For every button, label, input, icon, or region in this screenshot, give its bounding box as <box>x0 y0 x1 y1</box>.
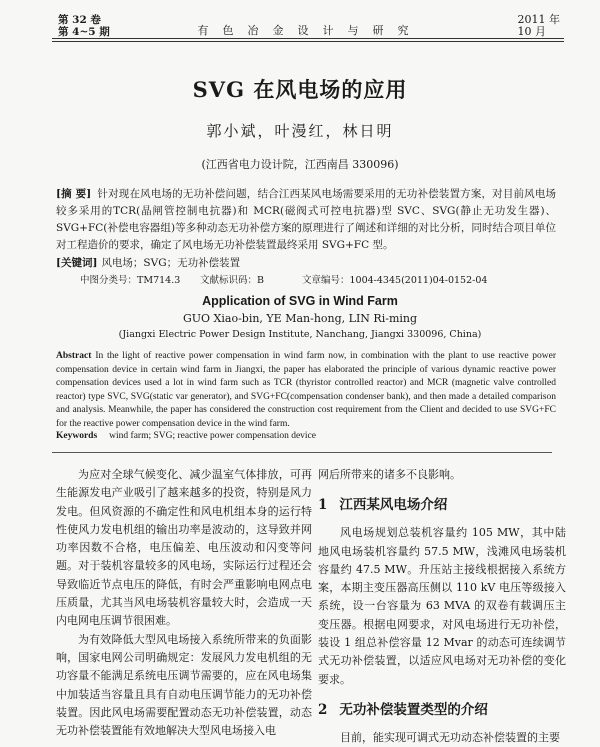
keywords-en-label: Keywords <box>56 431 98 441</box>
body-paragraph: 为应对全球气候变化、减少温室气体排放，可再生能源发电产业吸引了越来越多的投资，特别是风力发电。但风资源的不确定性和风电机组本身的运行特性使风力发电机组的输出功率是波动的，这导致并网功率因数不合格，电压偏差、电压波动和闪变等问题。对于装机容量较多的风电场，实际运行过程还会导致临近节点电压的降低，有时会严重影响电网点电压质量，尤其当风电场装机容量较大时，会造成一天内电网电压调节很困难。 <box>56 468 312 628</box>
body-left-column <box>56 466 312 740</box>
section-2-text: 目前，能实现可调式无功动态补偿装置的主要 <box>340 730 560 744</box>
keywords-cn-label: [关键词] <box>56 257 98 269</box>
authors-cn: 郭小斌，叶漫红，林日明 <box>206 122 394 140</box>
meta-clc: 中图分类号：TM714.3 <box>80 275 181 286</box>
keywords-en-text: wind farm; SVG; reactive power compensation device <box>109 431 316 441</box>
keywords-cn <box>56 255 556 270</box>
abstract-en-text: In the light of reactive power compensation in wind farm now, in combination with the plant to use reactive power compensation device in certain wind farm in Jiangxi, the paper has elaborated the principle of various dynamic reactive power compensation devices used a lot in wind farm such as TCR (thyristor controlled reactor) and MCR (magnetic valve controlled reactor) type SVC, SVG(static var generator), and SVG+FC(compensation condenser bank), and then made a detailed comparison and analysis. Meanwhile, the paper has considered the construction cost requirement from the Client and decided to use SVG+FC for the reactive power compensation device in the wind farm. <box>56 351 556 429</box>
header-volume-issue <box>58 14 110 38</box>
header-date <box>518 14 561 38</box>
abstract-cn-text: 针对现在风电场的无功补偿问题，结合江西某风电场需要采用的无功补偿装置方案，对目前风电场较多采用的TCR(晶闸管控制电抗器)和 MCR(磁阀式可控电抗器)型 SVC、SVG(静止无功发生器)、SVG+FC(补偿电容器组)等多种动态无功补偿方案的原理进行了阐述和详细的对比分析，同时结合项目单位对工程造价的要求，确定了风电场无功补偿装置最终采用 SVG+FC 型。 <box>56 188 556 251</box>
keywords-cn-text: 风电场；SVG；无功补偿装置 <box>101 257 241 269</box>
section-2-heading <box>318 701 566 719</box>
abstract-en-label: Abstract <box>56 351 92 361</box>
header-journal-name: 有色冶金设计与研究 <box>197 24 423 37</box>
header-volume: 第 32 卷 <box>58 14 101 26</box>
section-2-title: 无功补偿装置类型的介绍 <box>339 701 488 718</box>
header-rule-secondary <box>52 41 564 42</box>
affiliation-en: (Jiangxi Electric Power Design Institute, Nanchang, Jiangxi 330096, China) <box>118 329 482 340</box>
keywords-en <box>56 431 556 441</box>
abstract-cn <box>56 186 556 254</box>
affiliation-cn: (江西省电力设计院，江西南昌 330096) <box>201 158 399 171</box>
header-year: 2011 年 <box>517 13 560 26</box>
authors-en: GUO Xiao-bin, YE Man-hong, LIN Ri-ming <box>182 312 418 325</box>
meta-article-no: 文章编号：1004-4345(2011)04-0152-04 <box>302 275 488 286</box>
header-issue: 第 4~5 期 <box>58 26 110 38</box>
title-cn: SVG 在风电场的应用 <box>192 77 408 102</box>
body-paragraph: 为有效降低大型风电场接入系统所带来的负面影响，国家电网公司明确规定：发展风力发电机组的无功容量不能满足系统电压调节需要的，应在风电场集中加装适当容量且具有自动电压调节能力的无功补偿装置。因此风电场需要配置动态无功补偿装置，动态无功补偿装置能有效地解决大型风电场接入电 <box>56 632 312 738</box>
section-2-number: 2 <box>318 701 328 718</box>
header-rule <box>52 38 564 39</box>
abstract-separator <box>52 452 552 453</box>
abstract-en <box>56 350 556 431</box>
section-1-title: 江西某风电场介绍 <box>339 497 448 514</box>
body-right-column <box>318 466 566 747</box>
meta-doc-code: 文献标识码：B <box>200 275 264 286</box>
section-1-text: 风电场规划总装机容量约 105 MW，其中陆地风电场装机容量约 57.5 MW，浅滩风电场装机容量约 47.5 MW。升压站主接线根据接入系统方案，本期主变压器高压侧以 110 kV 电压等级接入系统，设一台容量为 63 MVA 的双卷有载调压主变压器。根据电网要求，对风电场进行无功补偿，装设 1 组总补偿容量 12 Mvar 的动态可连续调节式无功补偿装置，以适应风电场对无功补偿的变化要求。 <box>318 526 566 686</box>
abstract-cn-label: [摘 要] <box>56 188 92 200</box>
title-en: Application of SVG in Wind Farm <box>202 294 398 308</box>
section-1-number: 1 <box>318 497 328 514</box>
section-1-heading <box>318 496 566 514</box>
header-month: 10 月 <box>517 25 546 38</box>
body-paragraph-continued: 网后所带来的诸多不良影响。 <box>318 468 461 481</box>
